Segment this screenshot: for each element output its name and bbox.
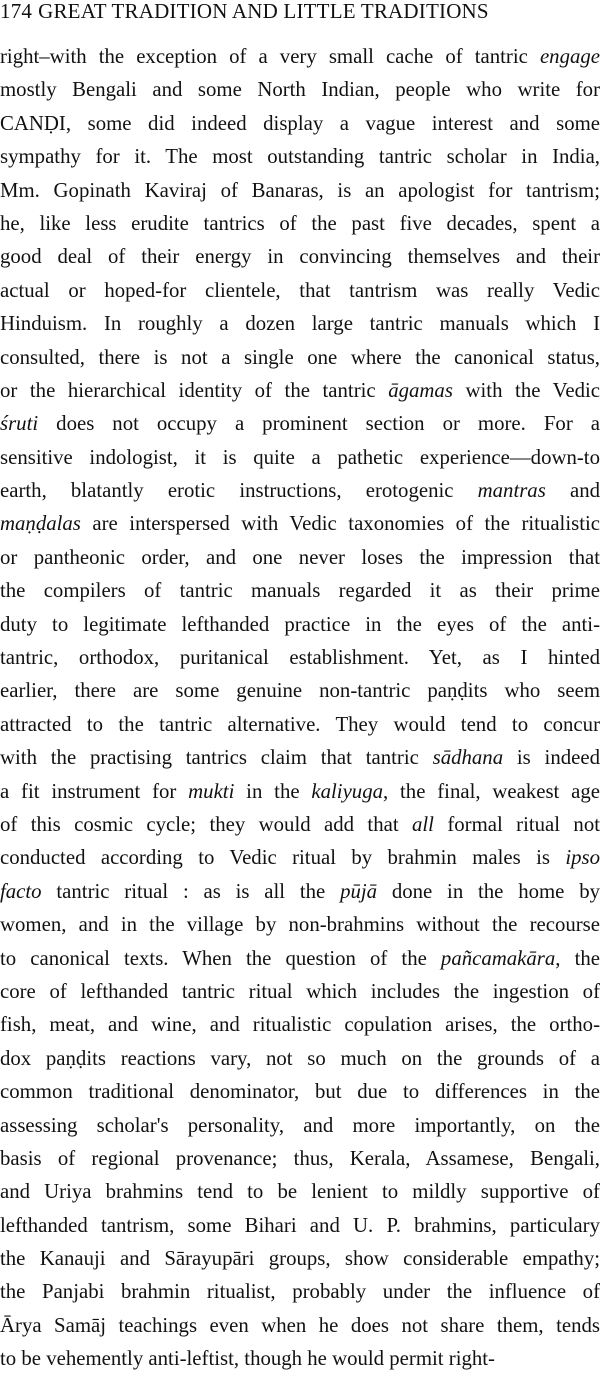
text-segment: sympathy for it. The most outstanding tantric scholar in India,: [0, 145, 600, 169]
italic-term: pañcamakāra: [440, 946, 556, 970]
text-line: [0, 841, 600, 874]
text-segment: Ārya Samāj teachings even when he does not share them, tends: [0, 1313, 600, 1337]
text-line: [0, 1342, 600, 1375]
text-line: [0, 942, 600, 975]
text-line: [0, 875, 600, 908]
text-line: [0, 541, 600, 574]
text-segment: a fit instrument for: [0, 779, 189, 803]
text-segment: the Panjabi brahmin ritualist, probably under the influence of: [0, 1280, 600, 1304]
text-segment: done in the home by: [377, 879, 600, 903]
text-line: [0, 908, 600, 941]
text-line: [0, 140, 600, 173]
text-segment: basis of regional provenance; thus, Kerala, Assamese, Bengali,: [0, 1146, 600, 1170]
text-segment: earlier, there are some genuine non-tantric paṇḍits who seem: [0, 679, 600, 703]
text-segment: to be vehemently anti-leftist, though he would permit right-: [0, 1347, 495, 1371]
text-segment: formal ritual not: [433, 812, 600, 836]
text-line: [0, 307, 600, 340]
text-segment: good deal of their energy in convincing themselves and their: [0, 245, 600, 269]
text-segment: CANḌI, some did indeed display a vague interest and some: [0, 111, 600, 135]
text-segment: tantric, orthodox, puritanical establishment. Yet, as I hinted: [0, 646, 600, 670]
text-segment: with the practising tantrics claim that tantric: [0, 746, 433, 770]
text-line: [0, 73, 600, 106]
italic-term: all: [412, 812, 434, 836]
text-segment: conducted according to Vedic ritual by brahmin males is: [0, 846, 566, 870]
text-segment: does not occupy a prominent section or more. For a: [38, 412, 600, 436]
page-number: 174: [0, 0, 33, 23]
italic-term: sādhana: [432, 746, 504, 770]
italic-term: śruti: [0, 412, 39, 436]
italic-term: engage: [539, 45, 600, 68]
text-segment: duty to legitimate lefthanded practice in the eyes of the anti-: [0, 612, 600, 636]
text-line: [0, 608, 600, 641]
body-text: [0, 40, 600, 1376]
italic-term: ipso: [565, 846, 600, 870]
text-segment: common traditional denominator, but due to differences in the: [0, 1080, 600, 1104]
italic-term: mukti: [188, 779, 235, 803]
text-segment: Mm. Gopinath Kaviraj of Banaras, is an apologist for tantrism;: [0, 178, 600, 202]
page-header: [0, 0, 600, 34]
text-line: [0, 507, 600, 540]
text-line: [0, 341, 600, 374]
text-segment: or pantheonic order, and one never loses the impression that: [0, 545, 600, 569]
text-segment: right–with the exception of a very small cache of tantric: [0, 45, 540, 68]
text-segment: dox paṇḍits reactions vary, not so much on the grounds of a: [0, 1046, 600, 1070]
italic-term: maṇḍalas: [0, 512, 81, 536]
text-segment: actual or hoped-for clientele, that tantrism was really Vedic: [0, 278, 600, 302]
text-segment: earth, blatantly erotic instructions, erotogenic: [0, 479, 478, 503]
text-line: [0, 374, 600, 407]
text-segment: and: [545, 479, 600, 503]
text-line: [0, 808, 600, 841]
text-segment: fish, meat, and wine, and ritualistic copulation arises, the ortho-: [0, 1013, 600, 1037]
text-line: [0, 1109, 600, 1142]
italic-term: facto: [0, 879, 42, 903]
text-line: [0, 741, 600, 774]
text-line: [0, 441, 600, 474]
text-line: [0, 1142, 600, 1175]
text-segment: the compilers of tantric manuals regarded it as their prime: [0, 579, 600, 603]
text-segment: with the Vedic: [452, 378, 600, 402]
text-segment: attracted to the tantric alternative. They would tend to concur: [0, 712, 600, 736]
italic-term: āgamas: [388, 378, 453, 402]
text-line: [0, 474, 600, 507]
text-line: [0, 407, 600, 440]
text-segment: is indeed: [503, 746, 600, 770]
text-line: [0, 1209, 600, 1242]
text-line: [0, 240, 600, 273]
text-line: [0, 708, 600, 741]
text-segment: he, like less erudite tantrics of the past five decades, spent a: [0, 211, 600, 235]
text-line: [0, 40, 600, 73]
text-line: [0, 641, 600, 674]
text-line: [0, 1075, 600, 1108]
text-line: [0, 207, 600, 240]
text-segment: are interspersed with Vedic taxonomies of the ritualistic: [80, 512, 600, 536]
text-segment: tantric ritual : as is all the: [41, 879, 341, 903]
text-segment: women, and in the village by non-brahmins without the recourse: [0, 913, 600, 937]
text-line: [0, 775, 600, 808]
text-segment: in the: [234, 779, 312, 803]
text-segment: or the hierarchical identity of the tantric: [0, 378, 389, 402]
text-line: [0, 975, 600, 1008]
text-segment: consulted, there is not a single one where the canonical status,: [0, 345, 600, 369]
text-segment: , the final, weakest age: [383, 779, 600, 803]
running-title: GREAT TRADITION AND LITTLE TRADITIONS: [38, 0, 489, 23]
text-line: [0, 1042, 600, 1075]
text-line: [0, 674, 600, 707]
italic-term: mantras: [477, 479, 546, 503]
text-line: [0, 1309, 600, 1342]
text-segment: Hinduism. In roughly a dozen large tantric manuals which I: [0, 312, 600, 336]
text-segment: mostly Bengali and some North Indian, people who write for: [0, 78, 600, 102]
text-line: [0, 1275, 600, 1308]
text-segment: sensitive indologist, it is quite a pathetic experience—down-to: [0, 445, 600, 469]
text-line: [0, 574, 600, 607]
text-segment: assessing scholar's personality, and more importantly, on the: [0, 1113, 600, 1137]
text-segment: and Uriya brahmins tend to be lenient to mildly supportive of: [0, 1180, 600, 1204]
text-segment: to canonical texts. When the question of the: [0, 946, 441, 970]
text-line: [0, 1242, 600, 1275]
text-segment: the Kanauji and Sārayupāri groups, show considerable empathy;: [0, 1247, 600, 1271]
text-segment: lefthanded tantrism, some Bihari and U. P. brahmins, particulary: [0, 1213, 600, 1237]
text-line: [0, 107, 600, 140]
text-segment: , the: [555, 946, 600, 970]
italic-term: pūjā: [340, 879, 378, 903]
text-line: [0, 274, 600, 307]
text-line: [0, 1008, 600, 1041]
text-segment: of this cosmic cycle; they would add that: [0, 812, 412, 836]
text-segment: core of lefthanded tantric ritual which includes the ingestion of: [0, 979, 600, 1003]
italic-term: kaliyuga: [311, 779, 384, 803]
text-line: [0, 174, 600, 207]
text-line: [0, 1175, 600, 1208]
